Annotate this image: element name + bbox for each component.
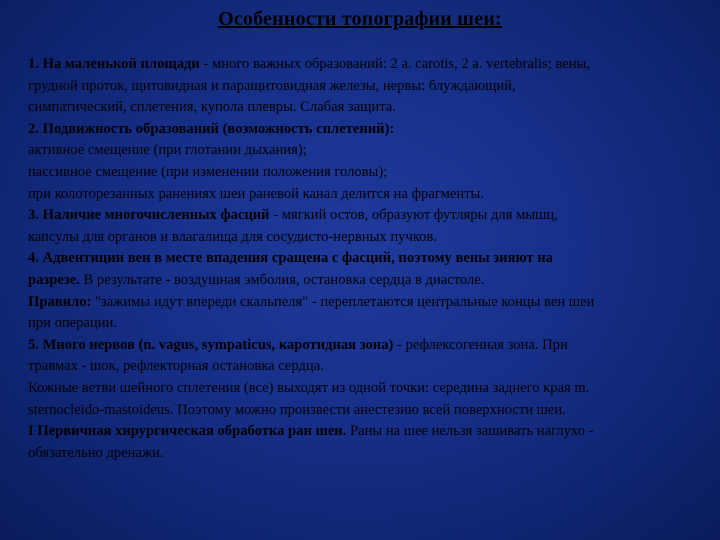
text-line	[28, 270, 708, 292]
bold-text-segment: 3. Наличие многочисленных фасций	[28, 207, 270, 224]
bold-text-segment: 4. Адвентиции вен в месте впадения сращена с фасций, поэтому вены зияют на	[28, 250, 553, 267]
text-line	[28, 313, 708, 335]
text-segment: травмах - шок, рефлекторная остановка сердца.	[28, 358, 324, 375]
text-segment: грудной проток, щитовидная и паращитовидная железы, нервы: блуждающий,	[28, 77, 516, 94]
text-line	[28, 335, 708, 357]
text-line	[28, 97, 708, 119]
text-line	[28, 443, 708, 465]
bold-text-segment: 2. Подвижность образований (возможность сплетений):	[28, 120, 395, 137]
text-segment: "зажимы идут впереди скальпеля" - переплетаются центральные концы вен шеи	[91, 293, 595, 310]
slide-title: Особенности топографии шеи:	[218, 8, 502, 30]
text-segment: sternocleido-mastoideus. Поэтому можно произвести анестезию всей поверхности шеи.	[28, 401, 566, 418]
text-segment: Раны на шее нельзя зашивать наглухо -	[346, 423, 594, 440]
bold-text-segment: Правило:	[28, 293, 92, 310]
text-line	[28, 119, 708, 141]
text-segment: В результате - воздушная эмболия, остановка сердца в диастоле.	[79, 271, 485, 288]
text-segment: Кожные ветви шейного сплетения (все) выходят из одной точки: середина заднего края m.	[28, 379, 590, 396]
text-segment: - рефлексогенная зона. При	[393, 336, 568, 353]
text-line	[28, 356, 708, 378]
text-line	[28, 227, 708, 249]
text-line	[28, 292, 708, 314]
text-line	[28, 248, 708, 270]
text-line	[28, 54, 708, 76]
text-segment: при операции.	[28, 315, 118, 332]
text-segment: капсулы для органов и влагалища для сосудисто-нервных пучков.	[28, 228, 437, 245]
text-line	[28, 378, 708, 400]
bold-text-segment: разрезе.	[28, 271, 80, 288]
text-segment: симпатический, сплетения, купола плевры. Слабая защита.	[28, 99, 396, 116]
bold-text-segment: 1. На маленькой площади	[28, 56, 200, 72]
text-segment: - мягкий остов, образуют футляры для мышц,	[269, 207, 558, 224]
bold-text-segment: I Первичная хирургическая обработка ран шеи.	[28, 423, 347, 440]
slide-body	[28, 54, 708, 464]
text-segment: обязательно дренажи.	[28, 444, 164, 461]
text-line	[28, 162, 708, 184]
text-segment: - много важных образований: 2 a. carotis, 2 a. vertebralis; вены,	[199, 56, 590, 72]
text-segment: при колоторезанных ранениях шеи раневой канал делится на фрагменты.	[28, 185, 484, 202]
text-line	[28, 184, 708, 206]
text-line	[28, 76, 708, 98]
text-line	[28, 205, 708, 227]
bold-text-segment: 5. Много нервов (n. vagus, sympaticus, каротидная зона)	[28, 336, 394, 353]
text-line	[28, 400, 708, 422]
text-segment: активное смещение (при глотании дыхания);	[28, 142, 307, 159]
text-line	[28, 421, 708, 443]
text-line	[28, 140, 708, 162]
text-segment: пассивное смещение (при изменении положения головы);	[28, 163, 388, 180]
